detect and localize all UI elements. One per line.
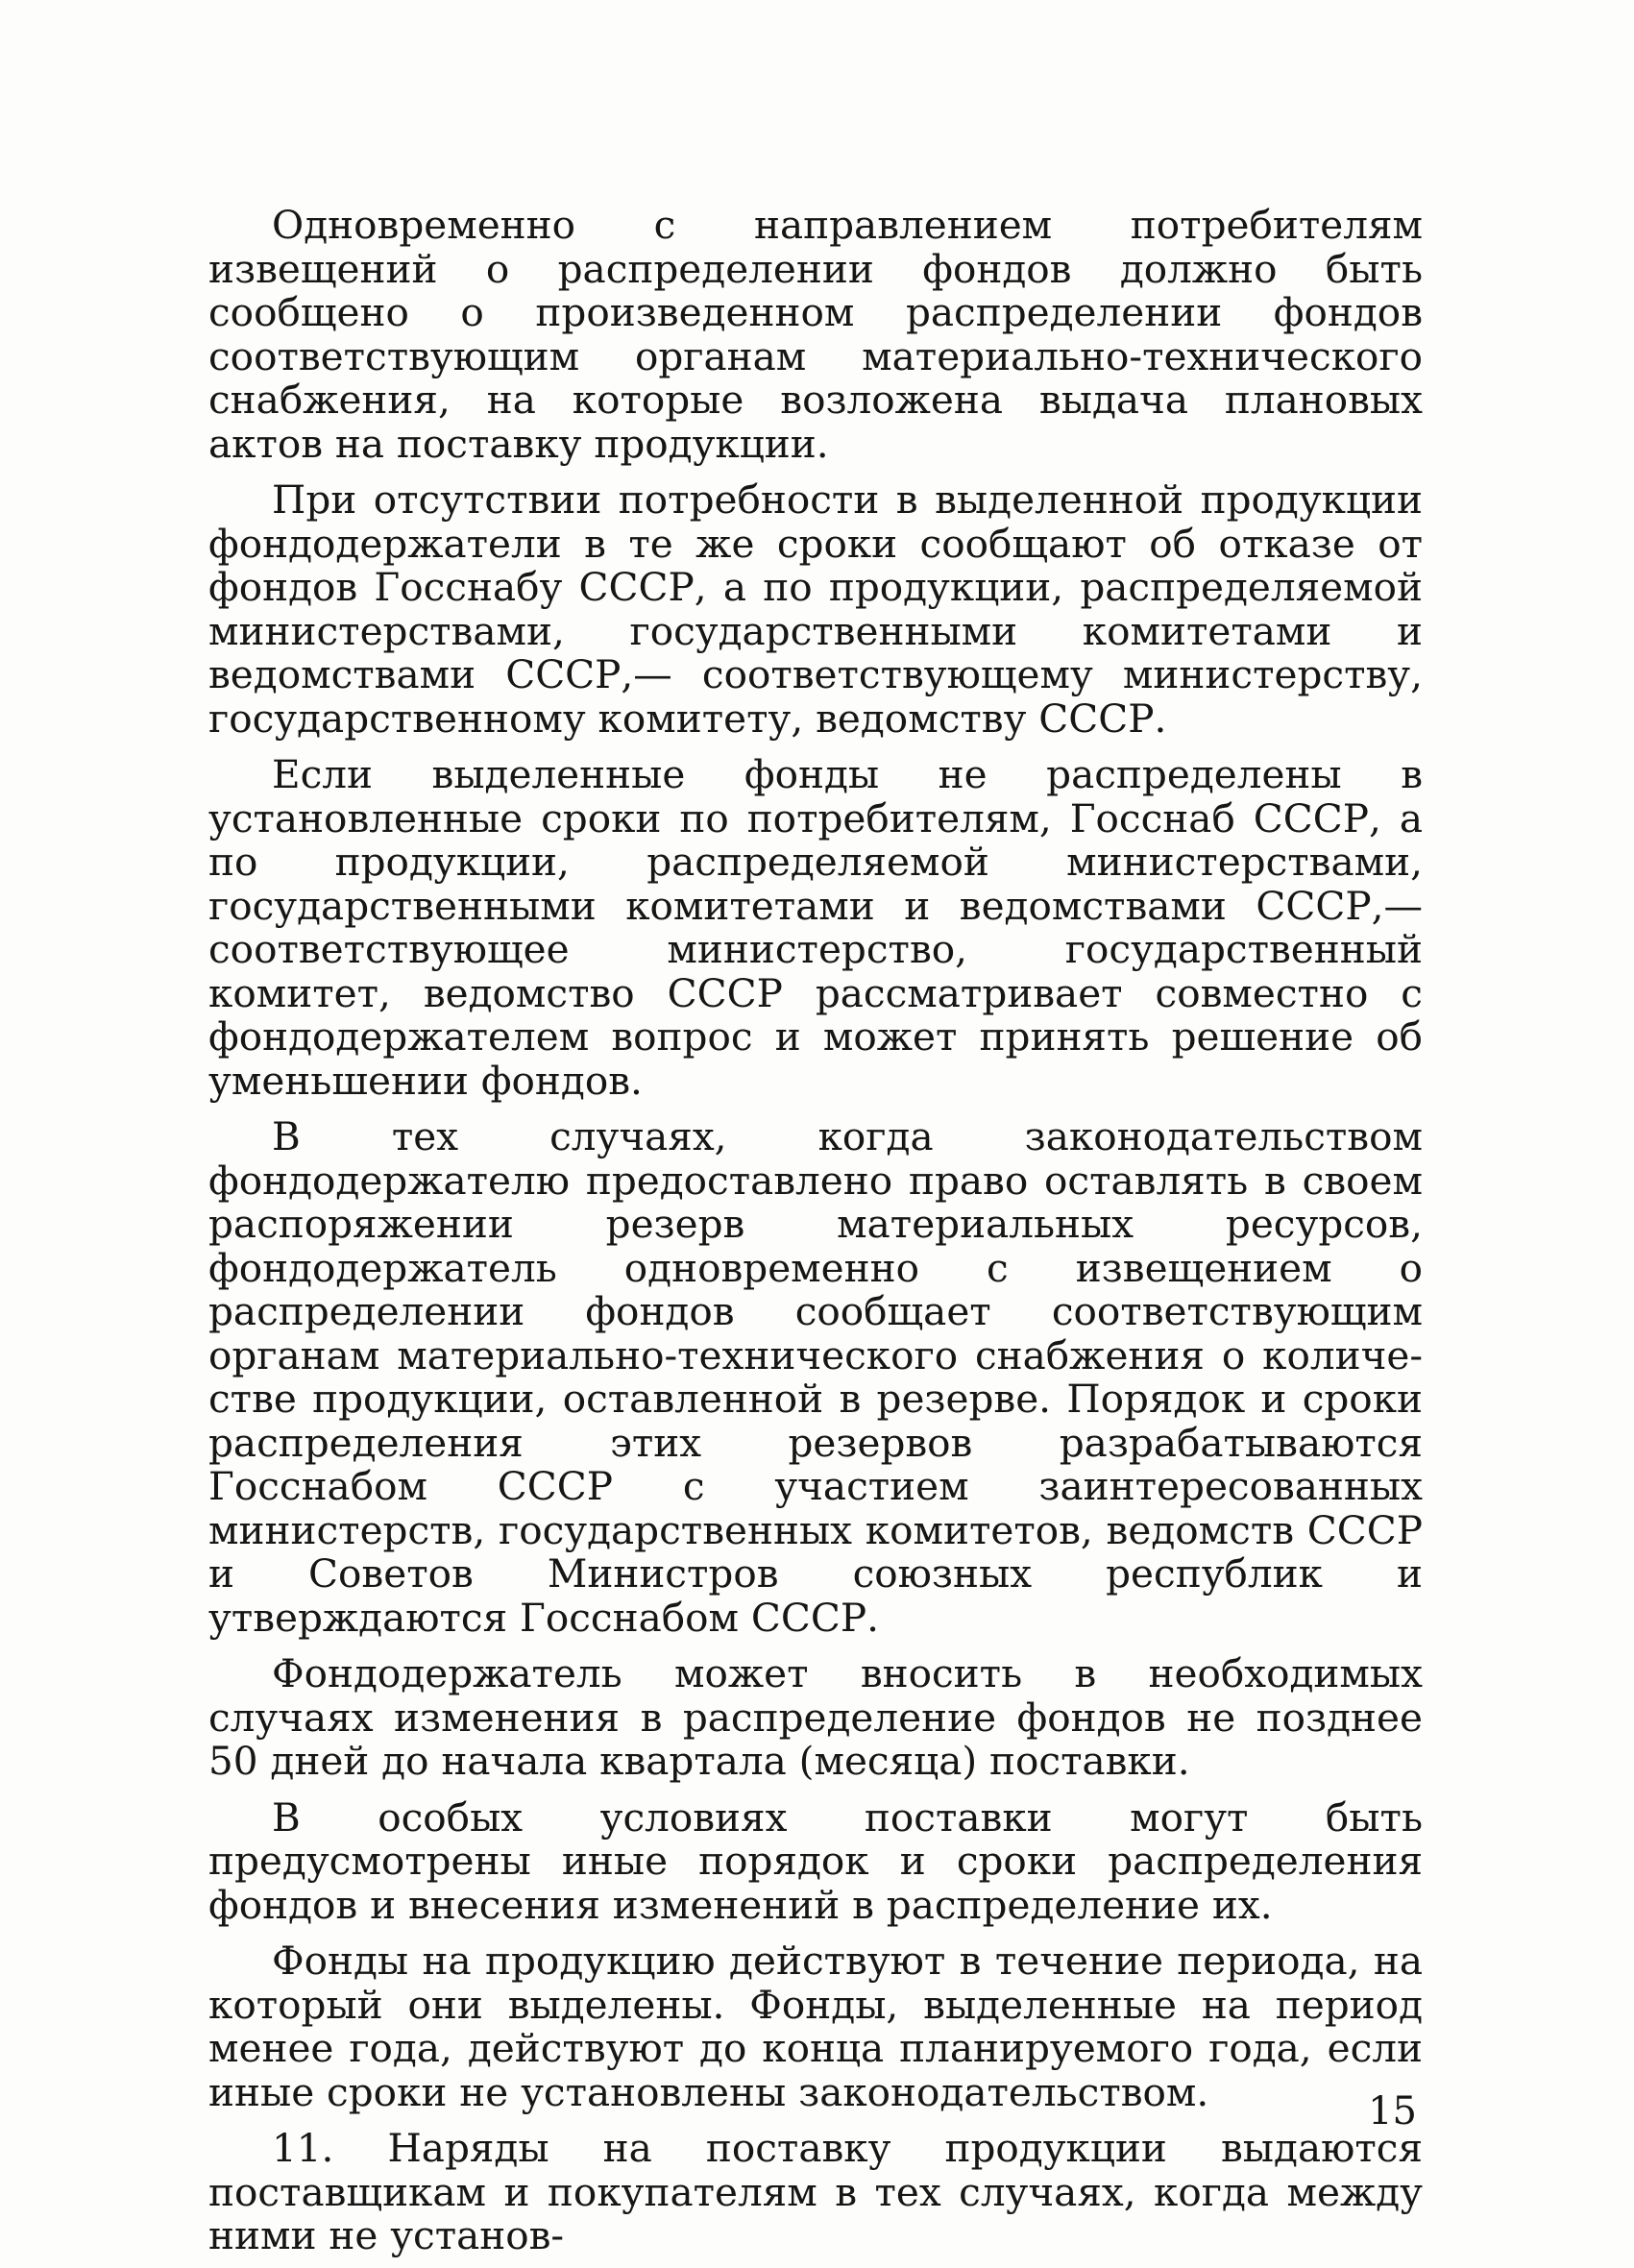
- paragraph-5: Фондодержатель может вносить в необходимых случаях изменения в распределение фондов не позднее 50 дней до начала квартала (месяца) поставки.: [208, 1650, 1423, 1784]
- paragraph-8: 11. Наряды на поставку продукции выдаются поставщикам и покупателям в тех случаях, когда между ними не установ-: [208, 2125, 1423, 2258]
- paragraph-7: Фонды на продукцию действуют в течение периода, на который они выделены. Фонды, выделенные на период менее года, действуют до конца планируемого года, если иные сроки не установлены законодательством.: [208, 1938, 1423, 2115]
- paragraph-1: Одновременно с направлением потребителям извещений о распределении фондов должно быть сообщено о произведенном распределении фондов соответствующим органам материально-технического снабжения, на которые возложена выдача плановых актов на поставку продукции.: [208, 202, 1423, 467]
- paragraph-2: При отсутствии потребности в выделенной продукции фондодержатели в те же сроки сообщают об отказе от фондов Госснабу СССР, а по продукции, распределяемой министерствами, государственными комитетами и ведомствами СССР,— соответствующему министерству, государственному комитету, ведомству СССР.: [208, 476, 1423, 742]
- body-text: [208, 204, 1423, 2258]
- paragraph-3: Если выделенные фонды не распределены в установленные сроки по потребителям, Госснаб СССР, а по продукции, распределяемой министерствами, государственными комитетами и ведомствами СССР,—соответствующее министерство, государственный комитет, ведомство СССР рассматривает совместно с фондодержателем вопрос и может принять решение об уменьшении фондов.: [208, 751, 1423, 1104]
- paragraph-6: В особых условиях поставки могут быть предусмотрены иные порядок и сроки распределения фондов и внесения изменений в распределение их.: [208, 1793, 1423, 1928]
- page-number: 15: [1368, 2089, 1417, 2134]
- paragraph-4: В тех случаях, когда законодательством фондодержателю предоставлено право оставлять в своем распоряжении резерв материальных ресурсов, фондодержатель одновременно с извещением о распределении фондов сообщает соответствующим органам материально-технического снабжения о количестве продукции, оставленной в резерве. Порядок и сроки распределения этих резервов разрабатываются Госснабом СССР с участием заинтересованных министерств, государственных комитетов, ведомств СССР и Советов Министров союзных республик и утверждаются Госснабом СССР.: [208, 1113, 1423, 1641]
